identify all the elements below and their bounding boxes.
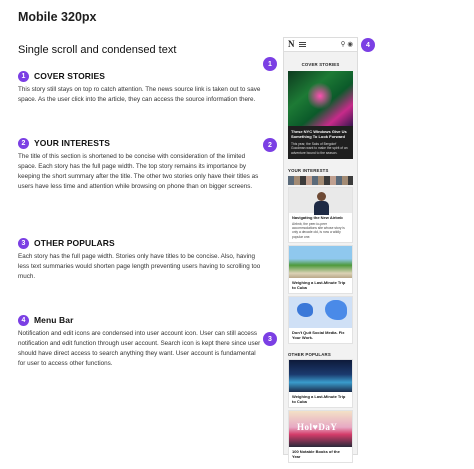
- hamburger-menu-icon[interactable]: [299, 42, 306, 47]
- callout-badge-2: 2: [263, 138, 277, 152]
- popular-card-image: [289, 360, 352, 392]
- note-number-badge: 2: [18, 138, 29, 149]
- callout-badge-3: 3: [263, 332, 277, 346]
- note-your-interests: [18, 137, 263, 192]
- mobile-mockup: [283, 37, 358, 459]
- note-other-populars: [18, 237, 263, 282]
- popular-card-image: [289, 411, 352, 447]
- section-title: Single scroll and condensed text: [18, 44, 177, 56]
- note-title: OTHER POPULARS: [34, 238, 115, 248]
- note-number-badge: 4: [18, 315, 29, 326]
- cover-story-card[interactable]: [288, 126, 353, 159]
- interest-card-image: [289, 246, 352, 278]
- note-title: COVER STORIES: [34, 71, 106, 81]
- other-populars-label: OTHER POPULARS: [288, 351, 331, 357]
- interest-card-title[interactable]: Weighing a Last-Minute Trip to Cuba: [292, 279, 346, 290]
- cover-story-headline[interactable]: These NYC Windows Give Us Something To Look Forward: [291, 129, 347, 139]
- interest-card-title[interactable]: Navigating the New Airbnb: [292, 214, 343, 220]
- note-body: Each story has the full page width. Stories only have titles to be concise. Also, having less text summaries would shorten page length preventing users having to scrolling too much.: [18, 253, 261, 280]
- interest-card[interactable]: [288, 296, 353, 344]
- your-interests-label: YOUR INTERESTS: [288, 167, 329, 173]
- interest-card-summary: Airbnb, the peer-to-peer accommodations site whose story is only a decade old, is now a wildly popular one.: [292, 221, 345, 239]
- interest-card[interactable]: [288, 187, 353, 243]
- search-icon[interactable]: ⚲: [340, 41, 346, 48]
- cover-stories-label: COVER STORIES: [301, 62, 340, 67]
- popular-card[interactable]: [288, 410, 353, 463]
- interests-thumbnail-strip: [288, 176, 353, 185]
- note-title: YOUR INTERESTS: [34, 138, 111, 148]
- note-body: This story still stays on top ro catch attention. The news source link is taken out to save space. As the user click into the article, they can access the source information there.: [18, 86, 261, 103]
- cover-story-image[interactable]: [288, 71, 353, 126]
- cover-story-summary: This year, the Saks of Bergdorf Goodman want to make the spirit of an adventure bound to the season.: [291, 142, 348, 155]
- popular-card[interactable]: [288, 359, 353, 408]
- note-cover-stories: [18, 70, 263, 105]
- interest-card-title[interactable]: Don't Quit Social Media. Fix Your Work.: [292, 329, 345, 340]
- logo[interactable]: N: [288, 39, 295, 49]
- note-number-badge: 1: [18, 71, 29, 82]
- popular-card-title[interactable]: Weighing a Last-Minute Trip to Cuba: [292, 393, 346, 404]
- note-menu-bar: [18, 314, 263, 369]
- interest-card-image: [289, 188, 352, 213]
- callout-badge-1: 1: [263, 57, 277, 71]
- account-icon[interactable]: ◉: [347, 41, 353, 48]
- note-number-badge: 3: [18, 238, 29, 249]
- popular-card-title[interactable]: 100 Notable Books of the Year: [292, 448, 340, 459]
- mobile-nav-bar: [284, 38, 357, 52]
- callout-badge-4: 4: [361, 38, 375, 52]
- note-title: Menu Bar: [34, 315, 74, 325]
- interest-card[interactable]: [288, 245, 353, 294]
- holiday-image-text: Hol♥DaY: [297, 421, 338, 432]
- page-title: Mobile 320px: [18, 10, 97, 24]
- note-body: The title of this section is shortened to be concise with consideration of the limited space. Each story has the full page width. The top story remains its importance by keeping the short summary after the title. The other two stories only have their titles as users have less time and attention while browsing on phone than on bigger screens.: [18, 153, 259, 190]
- interest-card-image: [289, 297, 352, 328]
- note-body: Notification and edit icons are condensed into user account icon. User can still access notification and edit function through user account. Search icon is kept there since user should have direct access to search anything they want. User account is fundamental for user to access other functions.: [18, 330, 261, 367]
